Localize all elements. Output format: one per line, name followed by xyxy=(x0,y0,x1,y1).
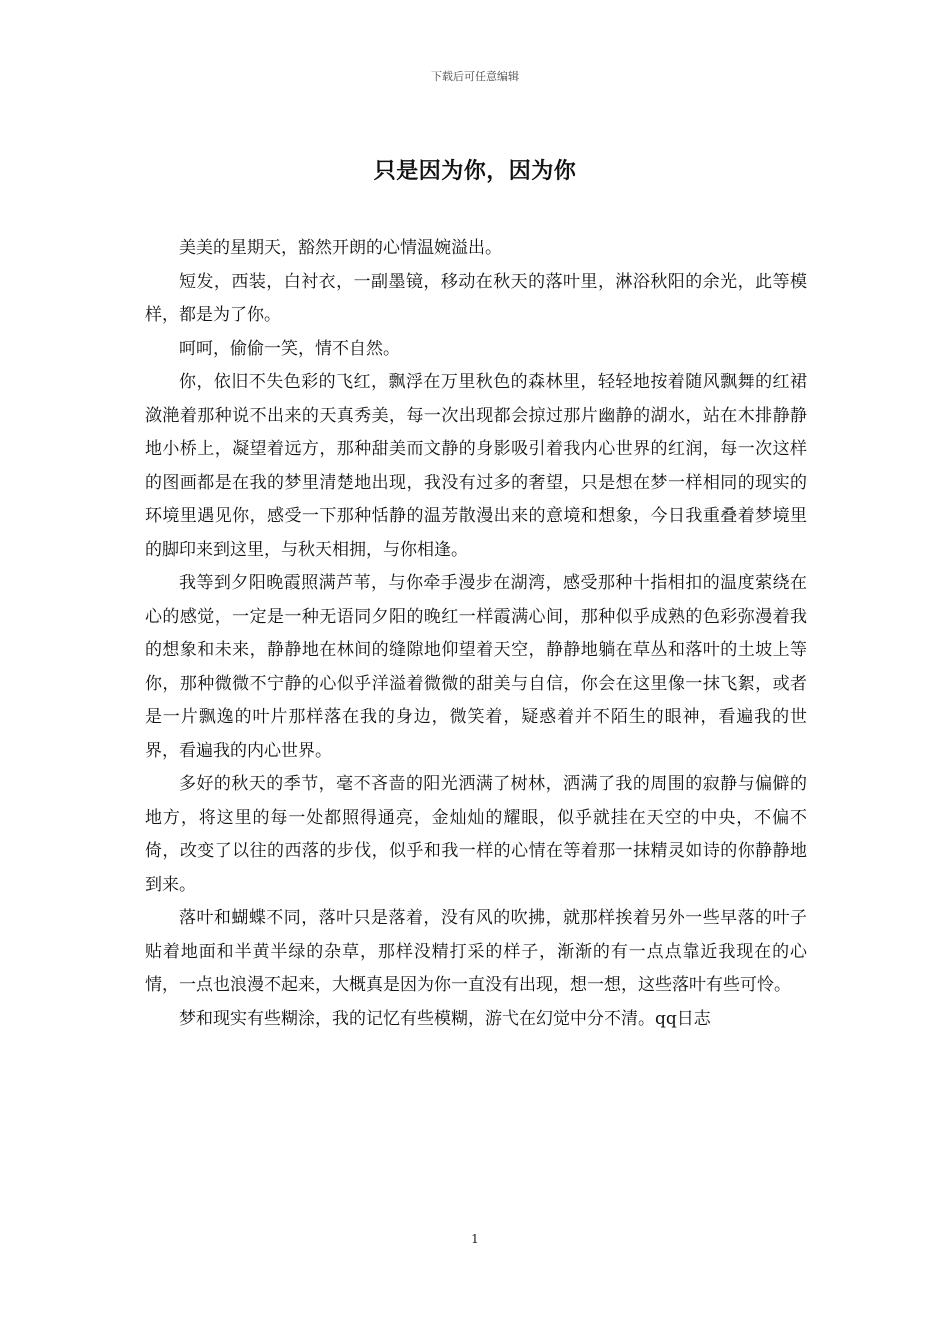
paragraph: 梦和现实有些糊涂，我的记忆有些模糊，游弋在幻觉中分不清。qq日志 xyxy=(179,1008,711,1029)
paragraph: 你，依旧不失色彩的飞红，飘浮在万里秋色的森林里，轻轻地按着随风飘舞的红裙潋滟着那种说不出来的天真秀美，每一次出现都会掠过那片幽静的湖水，站在木排静静地小桥上，凝望着远方，那种甜美而文静的身影吸引着我内心世界的红润，每一次这样的图画都是在我的梦里清楚地出现，我没有过多的奢望，只是想在梦一样相同的现实的环境里遇见你，感受一下那种恬静的温芳散漫出来的意境和想象，今日我重叠着梦境里的脚印来到这里，与秋天相拥，与你相逢。 xyxy=(145,372,807,560)
document-title: 只是因为你，因为你 xyxy=(373,158,577,184)
paragraph: 我等到夕阳晚霞照满芦苇，与你牵手漫步在湖湾，感受那种十指相扣的温度萦绕在心的感觉，一定是一种无语同夕阳的晚红一样霞满心间，那种似乎成熟的色彩弥漫着我的想象和未来，静静地在林间的缝隙地仰望着天空，静静地躺在草丛和落叶的土坡上等你，那种微微不宁静的心似乎洋溢着微微的甜美与自信，你会在这里像一抹飞絮，或者是一片飘逸的叶片那样落在我的身边，微笑着，疑惑着并不陌生的眼神，看遍我的世界，看遍我的内心世界。 xyxy=(145,573,807,761)
page-number: 1 xyxy=(471,1232,479,1246)
document-body xyxy=(145,232,807,1036)
paragraph: 美美的星期天，豁然开朗的心情温婉溢出。 xyxy=(179,238,502,258)
page-header: 下载后可任意编辑 xyxy=(431,70,519,83)
paragraph: 落叶和蝴蝶不同，落叶只是落着，没有风的吹拂，就那样挨着另外一些早落的叶子贴着地面和半黄半绿的杂草，那样没精打采的样子，渐渐的有一点点靠近我现在的心情，一点也浪漫不起来，大概真是因为你一直没有出现，想一想，这些落叶有些可怜。 xyxy=(145,908,807,995)
paragraph: 短发，西装，白衬衣，一副墨镜，移动在秋天的落叶里，淋浴秋阳的余光，此等模样，都是为了你。 xyxy=(145,271,807,325)
paragraph: 多好的秋天的季节，毫不吝啬的阳光洒满了树林，洒满了我的周围的寂静与偏僻的地方，将这里的每一处都照得通亮，金灿灿的耀眼，似乎就挂在天空的中央，不偏不倚，改变了以往的西落的步伐，似乎和我一样的心情在等着那一抹精灵如诗的你静静地到来。 xyxy=(145,774,807,895)
paragraph: 呵呵，偷偷一笑，情不自然。 xyxy=(179,338,400,359)
